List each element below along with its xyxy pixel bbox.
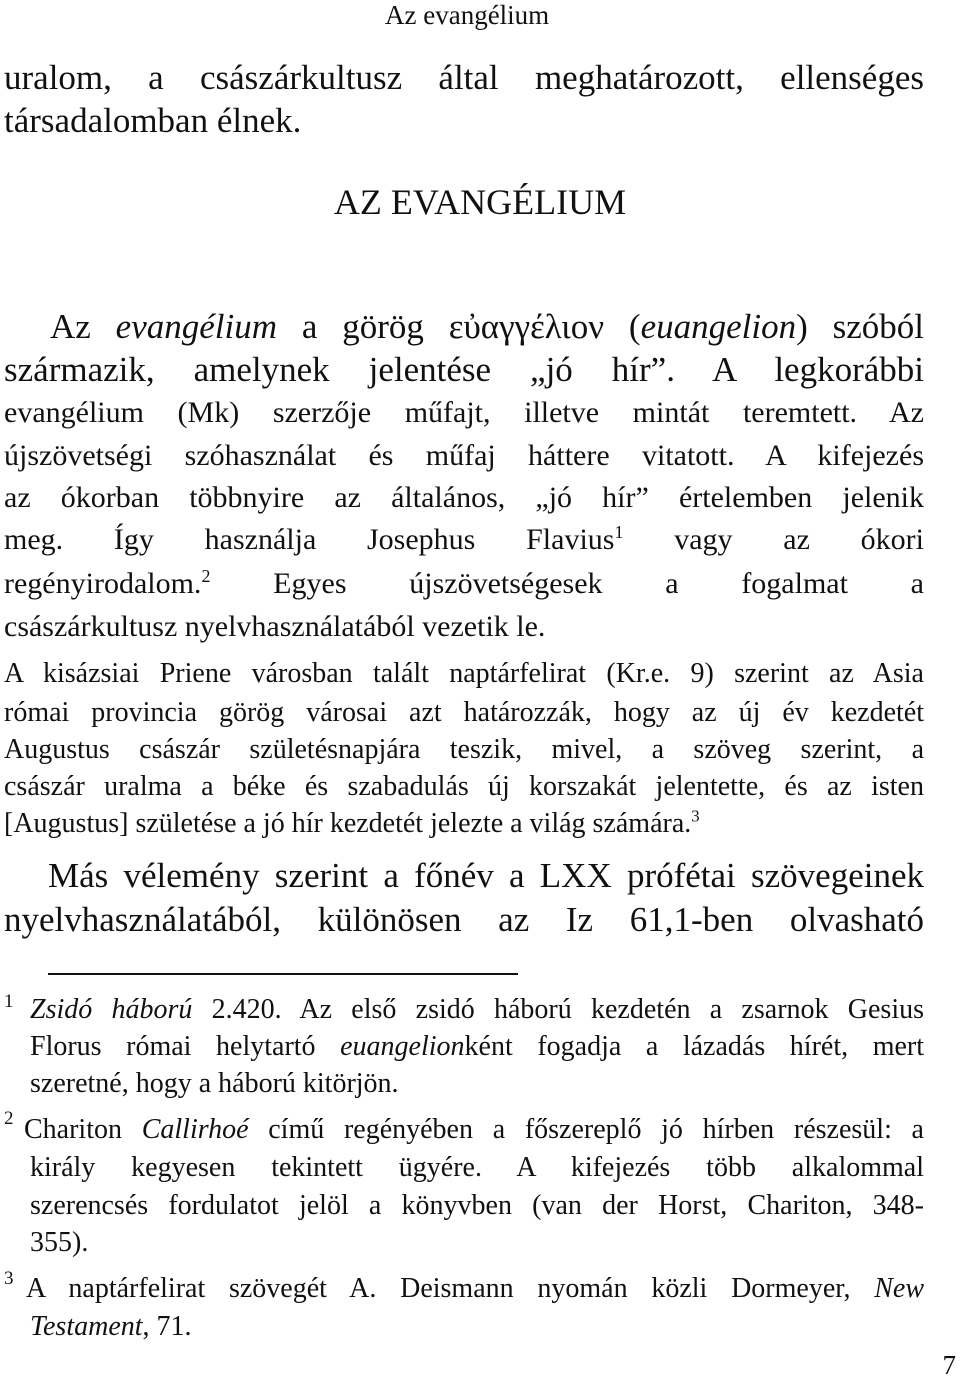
para1-line-6: meg. Így használja Josephus Flavius$^1$ vagy az ókori — [4, 522, 924, 556]
footnote-3-number: 3 — [4, 1268, 14, 1289]
para1-line-7: regényirodalom.$^2$ Egyes újszövetségesek a fogalmat a — [4, 566, 924, 600]
para1-line-8: császárkultusz nyelvhasználatából vezetik le. — [4, 610, 546, 643]
para1-line-3: evangélium (Mk) szerzője műfajt, illetve mintát teremtett. Az — [4, 396, 924, 429]
footnote-2-line-4: 355). — [30, 1227, 89, 1258]
intro-line-2: társadalomban élnek. — [4, 101, 302, 140]
footnote-separator — [48, 973, 518, 975]
footnote-2-number: 2 — [4, 1108, 14, 1129]
intro-line-1: uralom, a császárkultusz által meghatározott, ellenséges — [4, 58, 924, 97]
para3-line-1: Más vélemény szerint a főnév a LXX prófétai szövegeinek — [48, 856, 924, 895]
section-heading: AZ EVANGÉLIUM — [333, 182, 627, 222]
page-number: 7 — [942, 1350, 956, 1380]
footnote-1-number: 1 — [4, 991, 14, 1012]
para2-line-2: római provincia görög városai azt határozzák, hogy az új év kezdetét — [4, 697, 924, 728]
para2-line-3: Augustus császár születésnapjára teszik, mivel, a szöveg szerint, a — [4, 734, 924, 765]
footnote-2-line-1: Chariton Callirhoé című regényében a főszereplő jó hírben részesül: a — [24, 1114, 924, 1145]
para1-line-2: származik, amelynek jelentése „jó hír”. A legkorábbi — [4, 350, 924, 389]
footnote-2-line-2: király kegyesen tekintett ügyére. A kifejezés több alkalommal — [30, 1152, 924, 1183]
footnote-1-line-2: Florus római helytartó euangelionként fogadja a lázadás hírét, mert — [30, 1031, 924, 1062]
footnote-1-line-1: Zsidó háború 2.420. Az első zsidó háború kezdetén a zsarnok Gesius — [30, 994, 924, 1025]
footnote-3-line-2: Testament, 71. — [30, 1311, 192, 1342]
footnote-2-line-3: szerencsés fordulatot jelöl a könyvben (van der Horst, Chariton, 348- — [30, 1190, 924, 1221]
para1-line-1: Az evangélium a görög εὐαγγέλιον (euangelion) szóból — [50, 307, 924, 346]
footnote-1-line-3: szeretné, hogy a háború kitörjön. — [30, 1068, 399, 1099]
running-header: Az evangélium — [385, 0, 550, 30]
para3-line-2: nyelvhasználatából, különösen az Iz 61,1-ben olvasható — [4, 900, 924, 939]
para2-line-1: A kisázsiai Priene városban talált naptárfelirat (Kr.e. 9) szerint az Asia — [4, 658, 924, 689]
para2-line-5: [Augustus] születése a jó hír kezdetét jelezte a világ számára.$^3$ — [4, 806, 700, 839]
para1-line-5: az ókorban többnyire az általános, „jó hír” értelemben jelenik — [4, 481, 924, 514]
para1-line-4: újszövetségi szóhasználat és műfaj háttere vitatott. A kifejezés — [4, 439, 924, 472]
footnote-3-line-1: A naptárfelirat szövegét A. Deismann nyomán közli Dormeyer, New — [26, 1273, 924, 1304]
para2-line-4: császár uralma a béke és szabadulás új korszakát jelentette, és az isten — [4, 771, 924, 802]
